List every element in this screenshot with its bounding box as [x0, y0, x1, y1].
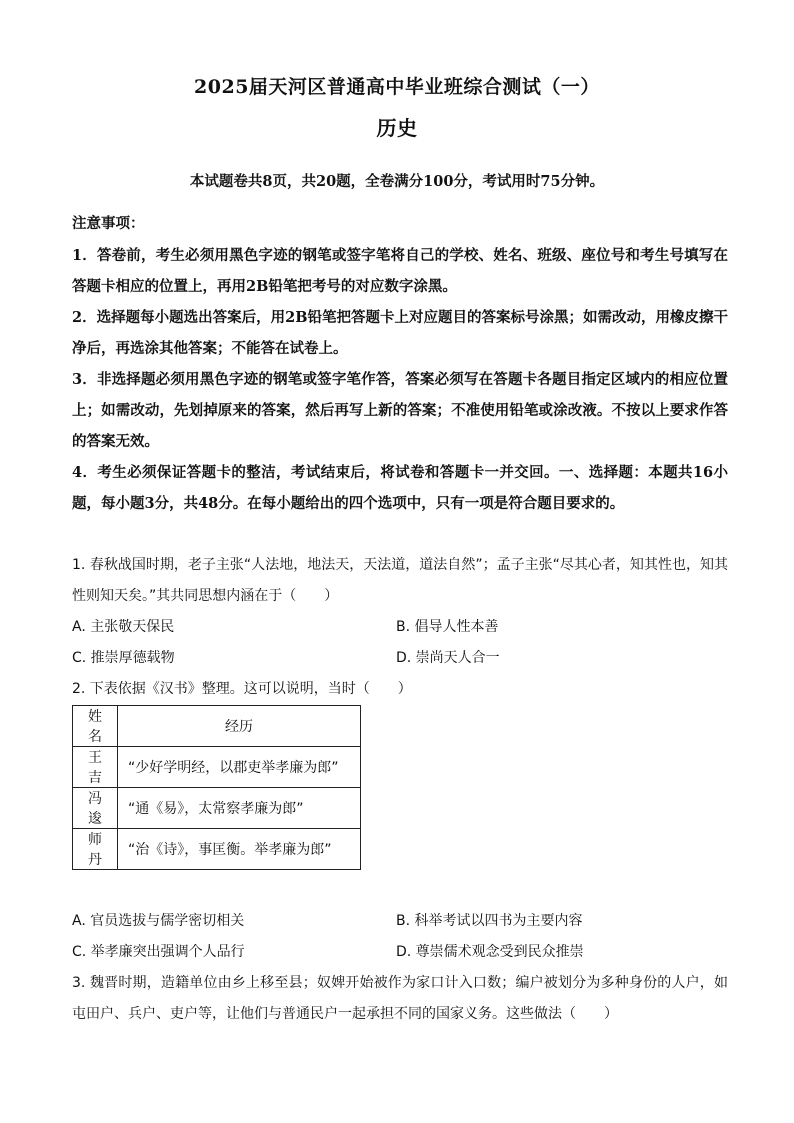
q1-option-b: B. 倡导人性本善 — [396, 619, 499, 635]
exam-title: 2025届天河区普通高中毕业班综合测试（一） — [194, 76, 600, 98]
q2-option-b: B. 科举考试以四书为主要内容 — [396, 913, 583, 929]
exam-info: 本试题卷共8页，共20题，全卷满分100分，考试用时75分钟。 — [189, 173, 605, 190]
question-3 — [72, 968, 728, 1030]
question-1 — [72, 550, 728, 612]
table-cell-experience: “通《易》，太常察孝廉为郎” — [118, 788, 361, 829]
table-row — [73, 747, 361, 788]
q2-option-a: A. 官员选拔与儒学密切相关 — [72, 913, 245, 929]
hanshu-table — [72, 705, 361, 870]
q2-option-c: C. 举孝廉突出强调个人品行 — [72, 944, 245, 960]
table-header-row — [73, 706, 361, 747]
q1-option-a: A. 主张敬天保民 — [72, 619, 175, 635]
question-2-options — [72, 906, 728, 968]
question-1-options — [72, 612, 728, 674]
table-cell-experience: “治《诗》，事匡衡。举孝廉为郎” — [118, 829, 361, 870]
table-header-experience: 经历 — [118, 706, 361, 747]
q1-option-c: C. 推崇厚德载物 — [72, 650, 175, 666]
notes-heading: 注意事项： — [72, 215, 145, 232]
question-1-stem: 1. 春秋战国时期，老子主张“人法地，地法天，天法道，道法自然”；孟子主张“尽其心者，知其性也，知其性则知天矣。”其共同思想内涵在于（ ） — [72, 557, 728, 604]
note-item-3: 3．非选择题必须用黑色字迹的钢笔或签字笔作答，答案必须写在答题卡各题目指定区域内的相应位置上；如需改动，先划掉原来的答案，然后再写上新的答案；不准使用铅笔或涂改液。不按以上要求作答的答案无效。 — [72, 371, 728, 450]
table-cell-name: 师丹 — [73, 829, 118, 870]
table-cell-name: 冯逡 — [73, 788, 118, 829]
subject-title: 历史 — [376, 116, 418, 140]
table-row — [73, 829, 361, 870]
note-item-4: 4．考生必须保证答题卡的整洁，考试结束后，将试卷和答题卡一并交回。一、选择题：本题共16小题，每小题3分，共48分。在每小题给出的四个选项中，只有一项是符合题目要求的。 — [72, 464, 728, 512]
table-cell-experience: “少好学明经，以郡吏举孝廉为郎” — [118, 747, 361, 788]
question-2-stem: 2. 下表依据《汉书》整理。这可以说明，当时（ ） — [72, 681, 412, 697]
q1-option-d: D. 崇尚天人合一 — [396, 650, 500, 666]
note-item-1: 1．答卷前，考生必须用黑色字迹的钢笔或签字笔将自己的学校、姓名、班级、座位号和考生号填写在答题卡相应的位置上，再用2B铅笔把考号的对应数字涂黑。 — [72, 247, 728, 295]
table-header-name: 姓名 — [73, 706, 118, 747]
note-item-2: 2．选择题每小题选出答案后，用2B铅笔把答题卡上对应题目的答案标号涂黑；如需改动，用橡皮擦干净后，再选涂其他答案；不能答在试卷上。 — [72, 309, 728, 357]
table-cell-name: 王吉 — [73, 747, 118, 788]
q2-option-d: D. 尊崇儒术观念受到民众推崇 — [396, 944, 584, 960]
question-2 — [72, 674, 728, 705]
notes-list — [72, 240, 728, 519]
question-3-stem: 3. 魏晋时期，造籍单位由乡上移至县；奴婢开始被作为家口计入口数；编户被划分为多种身份的人户，如屯田户、兵户、吏户等，让他们与普通民户一起承担不同的国家义务。这些做法（ ） — [72, 975, 728, 1022]
table-row — [73, 788, 361, 829]
